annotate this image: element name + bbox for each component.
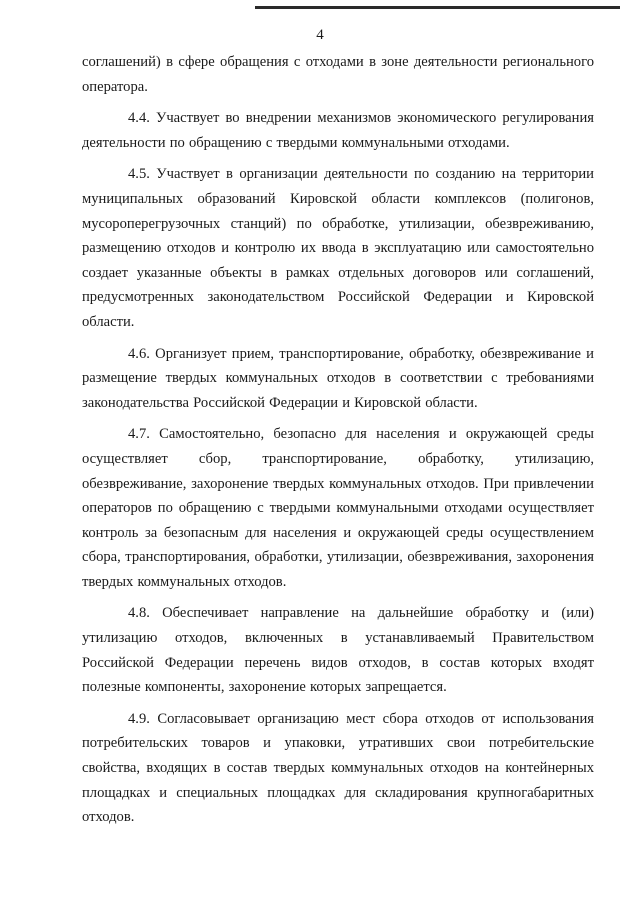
paragraph-continuation: соглашений) в сфере обращения с отходами в зоне деятельности регионального оператора. (82, 54, 594, 95)
paragraph-4-5: 4.5. Участвует в организации деятельности по созданию на территории муниципальных образований Кировской области комплексов (полигонов, мусороперегрузочных станций) по обработке, утилизации, обезвреживанию, размещению отходов и контролю их ввода в эксплуатацию или самостоятельно создает указанные объекты в рамках отдельных договоров или соглашений, предусмотренных законодательством Российской Федерации и Кировской области. (82, 166, 594, 330)
paragraph-4-4: 4.4. Участвует во внедрении механизмов экономического регулирования деятельности по обращению с твердыми коммунальными отходами. (82, 110, 594, 151)
paragraph-4-6: 4.6. Организует прием, транспортирование, обработку, обезвреживание и размещение твердых коммунальных отходов в соответствии с требованиями законодательства Российской Федерации и Кировской области. (82, 345, 594, 411)
page-number: 4 (316, 27, 324, 43)
top-rule (255, 6, 620, 9)
paragraph-4-9: 4.9. Согласовывает организацию мест сбора отходов от использования потребительских товаров и упаковки, утративших свои потребительские свойства, входящих в состав твердых коммунальных отходов на контейнерных площадках и специальных площадках для складирования крупногабаритных отходов. (82, 710, 594, 826)
document-body (82, 50, 594, 837)
paragraph-4-7: 4.7. Самостоятельно, безопасно для населения и окружающей среды осуществляет сбор, транспортирование, обработку, утилизацию, обезвреживание, захоронение твердых коммунальных отходов. При привлечении операторов по обращению с твердыми коммунальными отходами осуществляет контроль за безопасным для населения и окружающей среды осуществлением сбора, транспортирования, обработки, утилизации, обезвреживания, захоронения твердых коммунальных отходов. (82, 426, 594, 590)
paragraph-4-8: 4.8. Обеспечивает направление на дальнейшие обработку и (или) утилизацию отходов, включенных в устанавливаемый Правительством Российской Федерации перечень видов отходов, в состав которых входят полезные компоненты, захоронение которых запрещается. (82, 605, 594, 696)
